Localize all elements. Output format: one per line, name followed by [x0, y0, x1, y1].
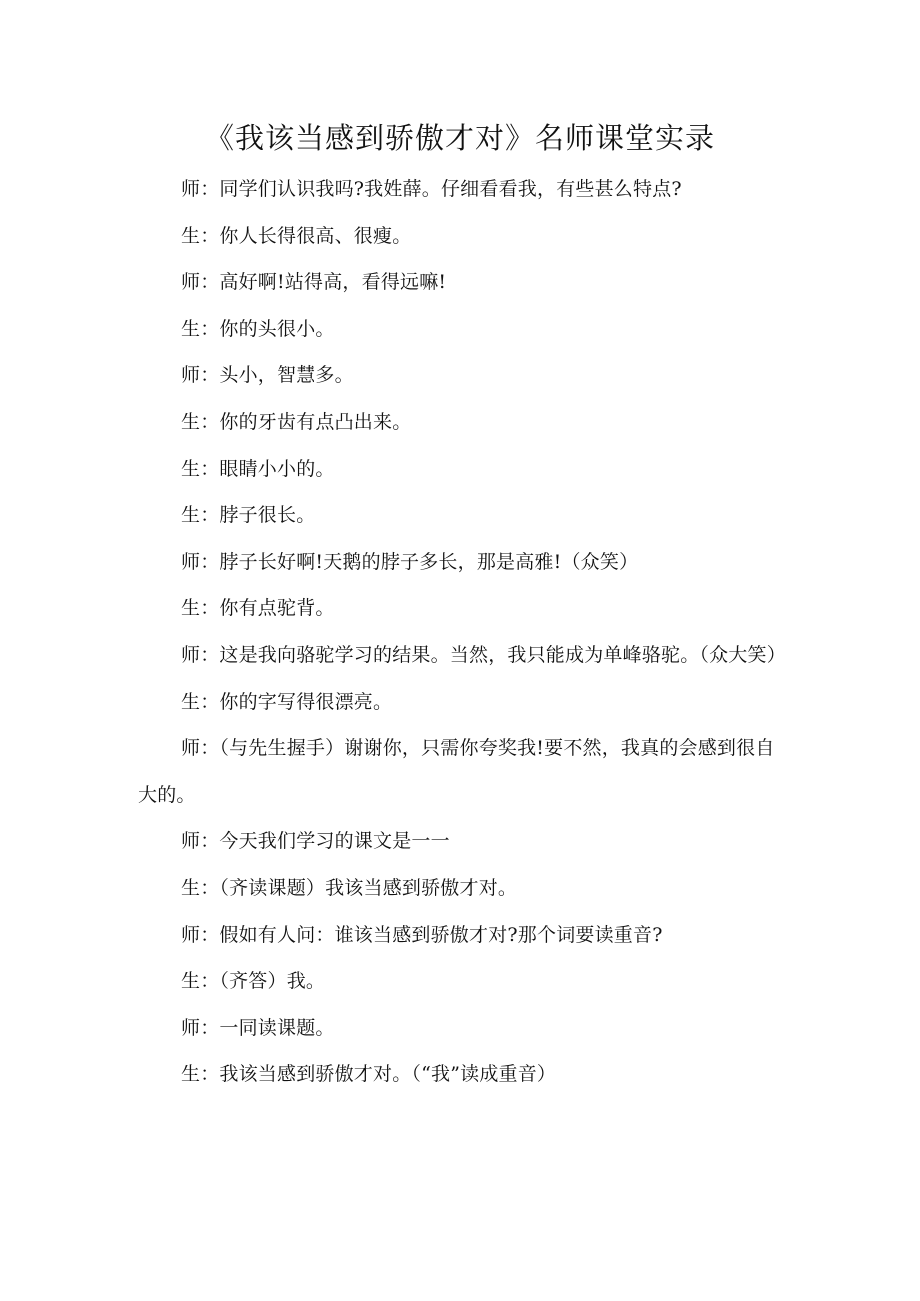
dialogue-paragraph: 生：你的牙齿有点凸出来。 [181, 410, 412, 433]
dialogue-paragraph: 师：高好啊!站得高，看得远嘛! [181, 271, 447, 294]
dialogue-paragraph: 师：（与先生握手）谢谢你，只需你夸奖我!要不然，我真的会感到很自大的。 [138, 737, 775, 806]
dialogue-paragraph: 师：假如有人问：谁该当感到骄傲才对?那个词要读重音? [181, 923, 663, 946]
dialogue-paragraph: 生：你的字写得很漂亮。 [181, 690, 393, 713]
document-body [138, 166, 786, 1098]
dialogue-paragraph: 师：这是我向骆驼学习的结果。当然，我只能成为单峰骆驼。（众大笑） [181, 643, 786, 666]
dialogue-paragraph: 师：一同读课题。 [181, 1016, 335, 1039]
dialogue-paragraph: 生：眼睛小小的。 [181, 457, 335, 480]
dialogue-paragraph: 生：你人长得很高、很瘦。 [181, 224, 412, 247]
dialogue-paragraph: 生：你的头很小。 [181, 317, 335, 340]
dialogue-paragraph: 师：今天我们学习的课文是一一 [181, 830, 450, 853]
dialogue-paragraph: 师：脖子长好啊!天鹅的脖子多长，那是高雅!（众笑） [181, 550, 639, 573]
dialogue-paragraph: 生：脖子很长。 [181, 504, 316, 527]
dialogue-paragraph: 生：（齐答）我。 [181, 970, 326, 993]
dialogue-paragraph: 生：（齐读课题）我该当感到骄傲才对。 [181, 876, 518, 899]
document-title: 《我该当感到骄傲才对》名师课堂实录 [204, 121, 715, 155]
dialogue-paragraph: 师：同学们认识我吗?我姓薛。仔细看看我，有些甚么特点? [181, 178, 682, 200]
dialogue-paragraph: 生：我该当感到骄傲才对。（“我”读成重音） [181, 1063, 557, 1086]
dialogue-paragraph: 生：你有点驼背。 [181, 597, 335, 620]
dialogue-paragraph: 师：头小，智慧多。 [181, 364, 354, 387]
